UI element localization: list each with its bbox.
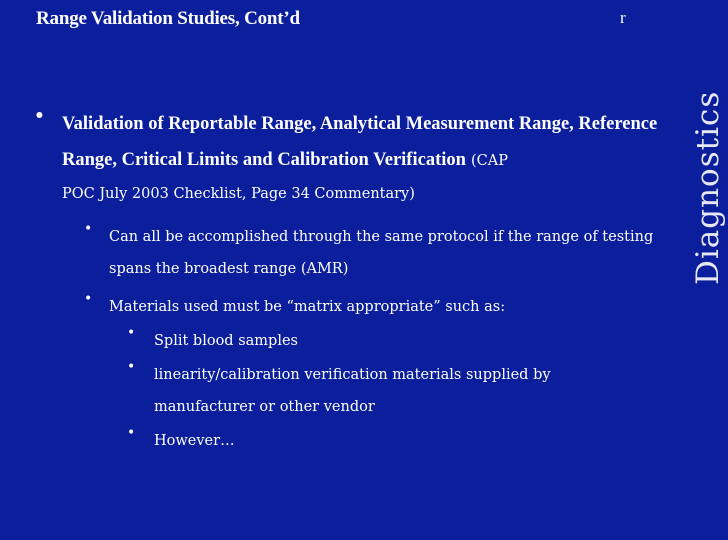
- bullet-icon: •: [84, 291, 93, 307]
- sub-sub-bullet-point: [34, 425, 664, 457]
- bullet-icon: •: [127, 359, 136, 375]
- main-bullet-point: [34, 106, 664, 179]
- sub-point-text: Materials used must be “matrix appropriate” such as:: [109, 299, 506, 315]
- bullet-icon: •: [84, 221, 93, 237]
- sub-sub-bullet-point: [34, 359, 664, 423]
- main-point-bold-text: Validation of Reportable Range, Analytical Measurement Range, Reference Range, Critical Limits and Calibration Verification: [62, 114, 658, 170]
- sub-bullet-point: [34, 291, 664, 323]
- sub-sub-point-text: Split blood samples: [154, 333, 298, 349]
- slide-title: Range Validation Studies, Cont’d: [36, 8, 300, 29]
- corner-character: r: [620, 8, 626, 27]
- bullet-icon: •: [127, 325, 136, 341]
- main-point-reference-start: (CAP: [471, 153, 508, 169]
- bullet-icon: •: [127, 425, 136, 441]
- slide-content: [34, 106, 664, 457]
- sub-point-text: Can all be accomplished through the same protocol if the range of testing spans the broadest range (AMR): [109, 229, 654, 277]
- bullet-icon: •: [34, 106, 45, 126]
- sub-sub-point-text: However…: [154, 433, 235, 449]
- sub-sub-bullet-point: [34, 325, 664, 357]
- diagnostics-logo: Diagnostics: [690, 90, 726, 285]
- main-point-reference-rest: POC July 2003 Checklist, Page 34 Commentary): [62, 186, 415, 202]
- sub-sub-point-text: linearity/calibration verification materials supplied by manufacturer or other vendor: [154, 367, 551, 415]
- sub-bullet-point: [34, 221, 664, 285]
